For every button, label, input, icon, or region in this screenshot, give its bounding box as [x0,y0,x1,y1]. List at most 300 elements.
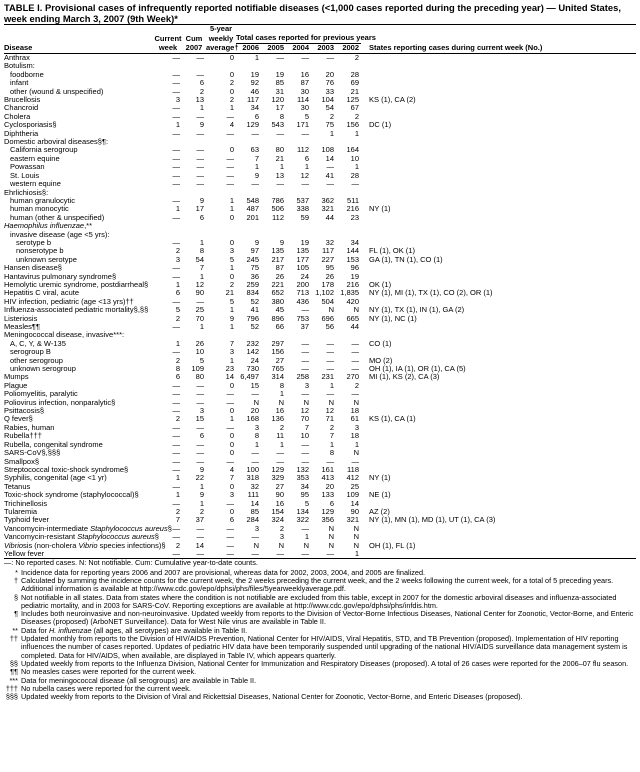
cell-avg: 1 [229,263,234,273]
year-2002-header: 2002 [336,44,361,54]
cell-y03: 44 [325,212,334,222]
states-reporting [361,163,636,171]
year-2003-header: 2003 [311,44,336,54]
cell-cum: — [196,296,204,306]
cell-y05: 27 [275,481,284,491]
cell-y06: 1 [254,162,259,172]
states-reporting [361,62,636,70]
states-reporting: OH (1), FL (1) [369,540,416,550]
cell-cum: 9 [199,120,204,130]
cell-y06: 318 [246,473,259,483]
footnote [4,635,636,660]
cell-cw: 2 [175,246,180,256]
disease-name: Typhoid fever [4,515,50,525]
cell-cum: 2 [199,506,204,516]
cell-y05: — [276,128,284,138]
cell-cum: — [196,389,204,399]
disease-name: Ehrlichiosis§: [4,187,49,197]
cell-y03: 161 [321,464,334,474]
states-reporting [361,525,636,533]
cell-avg: — [226,397,234,407]
cell-y05: 543 [271,120,284,130]
cell-y03: N [328,397,334,407]
table-row [4,500,636,508]
states-reporting [361,189,636,197]
cell-y02: — [351,355,359,365]
states-reporting [361,214,636,222]
cell-avg: — [226,498,234,508]
disease-name: Cholera [4,111,31,121]
cell-cum: — [196,162,204,172]
states-reporting [361,466,636,474]
cell-y03: 33 [325,86,334,96]
cell-y04: 200 [296,279,309,289]
cell-y03: 504 [321,296,334,306]
cell-cw: 1 [175,204,180,214]
cell-y04: 19 [300,237,309,247]
cell-y04: 322 [296,515,309,525]
table-row [4,474,636,482]
cell-y06: — [236,550,261,559]
cell-y06: 3 [254,523,259,533]
cell-y05: 1 [279,389,284,399]
disease-name: SARS-CoV§,§§§ [4,448,61,458]
cell-y05: 1 [279,439,284,449]
cell-cum: — [196,179,204,189]
cell-avg: 0 [229,86,234,96]
cell-y06: — [251,456,259,466]
cell-y04: 59 [300,212,309,222]
cell-avg: 0 [229,506,234,516]
cell-y04: — [301,439,309,449]
cell-cw: 2 [175,355,180,365]
footnote-marker: §§ [9,658,18,668]
states-reporting: OH (1), IA (1), OR (1), CA (5) [369,364,466,374]
table-row [4,113,636,121]
cell-y06: — [251,128,259,138]
cell-avg: 14 [225,372,234,382]
cell-y06: N [253,397,259,407]
cell-avg: — [226,179,234,189]
cell-y06: 730 [246,364,259,374]
cell-y05: 9 [279,237,284,247]
cell-y05 [261,222,286,230]
table-row [4,239,636,247]
disease-name: Syphilis, congenital (age <1 yr) [4,473,107,483]
table-row [4,491,636,499]
cell-y04: — [301,523,309,533]
cell-avg: 1 [229,195,234,205]
cell-cw: — [172,481,180,491]
cell-y04: — [301,456,309,466]
table-row [4,214,636,222]
disease-name: Vancomycin-intermediate Staphylococcus aureus§ [4,523,172,533]
title-line-1: TABLE I. Provisional cases of infrequently reported notifiable diseases (<1,000 cases reported during the preceding year) — United States, [4,2,621,13]
cell-y02: 18 [350,431,359,441]
cell-avg: 7 [229,338,234,348]
footnote [4,594,636,611]
table-row [4,197,636,205]
cell-avg: 1 [229,322,234,331]
cell-y02: 18 [350,406,359,416]
table-row [4,424,636,432]
cell-cw: 1 [175,120,180,130]
cell-y06: 284 [246,515,259,525]
disease-name: serogroup B [10,347,51,357]
cell-cw: 3 [175,254,180,264]
cell-y05: 135 [271,246,284,256]
cell-avg: 0 [229,431,234,441]
cell-y05: 87 [275,263,284,273]
cell-y02: 665 [346,313,359,323]
cell-y05: 8 [279,111,284,121]
cell-y06: 9 [254,237,259,247]
cell-y04: — [301,355,309,365]
cell-cum: 1 [199,237,204,247]
states-reporting [361,550,636,559]
cell-cum: 10 [195,347,204,357]
cell-y02: 23 [350,212,359,222]
cell-y05: 129 [271,464,284,474]
cell-y02: 109 [346,490,359,500]
cell-y05: 31 [275,86,284,96]
footnote [4,577,636,594]
states-reporting: NY (1) [369,204,391,214]
cell-y02: N [353,397,359,407]
cell-cw: 1 [175,490,180,500]
cell-y05: 652 [271,288,284,298]
cell-y03: — [326,364,334,374]
table-row [4,189,636,197]
cell-cum: 17 [195,204,204,214]
cell-y02: 14 [350,498,359,508]
cell-y04: 5 [304,111,309,121]
disease-name: Trichinellosis [4,498,48,508]
cell-y02: 118 [347,464,359,474]
cell-y02: N [353,540,359,550]
cell-y04: 1 [304,162,309,172]
footnote-marker: §§§ [5,692,18,702]
states-reporting [361,399,636,407]
cell-y02: 511 [347,195,359,205]
cell-avg: — [226,111,234,121]
cell-y06: 245 [246,254,259,264]
table-row [4,247,636,255]
cell-avg: — [226,128,234,138]
cell-y06: 1 [254,439,259,449]
cell-y06: 15 [250,380,259,390]
cell-y05: — [276,456,284,466]
cell-y02 [336,222,361,230]
cell-y03: 41 [325,170,334,180]
disease-name: Cyclosporiasis§ [4,120,57,130]
cell-cum: 15 [195,414,204,424]
cell-y05: 112 [272,212,284,222]
cell-y03: 32 [325,237,334,247]
cell-avg: 4 [229,464,234,474]
cell-cw: — [172,448,180,458]
cell-y05: 154 [271,506,284,516]
cell-cw: 1 [175,473,180,483]
footnote-marker: ¶ [14,609,18,619]
cell-y06: 8 [254,431,259,441]
states-header: States reporting cases during current week (No.) [361,44,636,54]
footnote-text: No rubella cases were reported for the current week. [21,683,191,693]
disease-name: invasive disease (age <5 yrs): [10,229,110,239]
cell-y02: — [351,364,359,374]
cell-y03: 117 [322,246,334,256]
cell-y04: 132 [296,464,309,474]
cell-y05: — [261,550,286,559]
cell-cw: — [172,271,180,281]
cell-y03: 133 [321,490,334,500]
cell-y06: 168 [246,414,259,424]
disease-name: human (other & unspecified) [10,212,105,222]
states-reporting [361,323,636,331]
disease-name: serotype b [16,237,52,247]
cell-y04 [286,222,311,230]
cell-y03: N [328,305,334,315]
cum-header-line1: Cum [185,33,203,43]
cell-y03: 1,102 [315,288,334,298]
disease-name: Botulism: [4,61,35,71]
cell-y03: 76 [325,78,334,88]
cell-cum: 1 [199,498,204,508]
cell-avg: 4 [229,120,234,130]
cell-y03: 696 [321,313,334,323]
cell-y06: 20 [250,406,259,416]
cell-cw: — [172,422,180,432]
cell-y02: 156 [346,120,359,130]
cell-y06: 100 [246,464,259,474]
states-reporting [361,273,636,281]
table-title [4,0,636,24]
cell-y05: 66 [275,322,284,331]
table-row [4,365,636,373]
cell-y03: — [326,456,334,466]
cell-y03: 8 [329,448,334,458]
cell-cum: — [182,550,206,559]
cell-y02: 321 [346,515,359,525]
cell-y02: 34 [350,237,359,247]
cell-cum: — [196,111,204,121]
cell-y06: 24 [250,355,259,365]
cell-y03: 104 [321,95,334,105]
disease-name: Diphtheria [4,128,39,138]
cell-avg: 3 [229,246,234,256]
cell-cw: 2 [175,414,180,424]
cell-cw: 6 [175,372,180,382]
cell-y06: 63 [250,145,259,155]
states-reporting [361,382,636,390]
table-row [4,256,636,264]
cell-y03: N [328,532,334,542]
cell-y04: N [303,540,309,550]
cell-avg: 9 [229,313,234,323]
cell-avg: 3 [229,490,234,500]
cell-cw [154,222,182,230]
cell-y04: 30 [300,103,309,113]
legend: —: No reported cases. N: Not notifiable. Cum: Cumulative year-to-date counts. [4,558,258,568]
footnote-text: Updated monthly from reports to the Division of HIV/AIDS Prevention, National Center for HIV/AIDS, Viral Hepatitis, STD, and TB Prevention (proposed). Implementation of HIV reporting influences the number of cases reported. Updates of pediatric HIV data have been temporarily suspended until upgrading of the national HIV/AIDS surveillance data management system is completed. Data for HIV/AIDS, when available, are displayed in Table IV, which appears quarterly. [21,634,628,660]
cell-avg: 0 [229,380,234,390]
cell-y04: 338 [296,204,309,214]
cell-y04: 12 [300,406,309,416]
footnote-text: Updated weekly from reports to the Influenza Division, National Center for Immunization and Respiratory Diseases (proposed). A total of 26 cases were reported for the 2006–07 flu season. [21,658,629,668]
cell-cum: 25 [195,305,204,315]
cell-cum: 3 [199,406,204,416]
states-reporting [361,146,636,154]
disease-name: Poliovirus infection, nonparalytic§ [4,397,116,407]
cell-cum: — [196,397,204,407]
cell-y04: 537 [296,195,309,205]
cell-y06: — [251,179,259,189]
disease-name: Streptococcal toxic-shock syndrome§ [4,464,129,474]
disease-table [4,24,636,559]
cell-y05: N [278,397,284,407]
cell-y02: — [351,456,359,466]
cell-y03: 14 [325,153,334,163]
cell-avg: 1 [229,355,234,365]
states-reporting [361,138,636,146]
cell-y05: — [276,179,284,189]
cell-y02: 1 [336,550,361,559]
table-row [4,121,636,129]
cell-y04: — [301,338,309,348]
cell-y02: 125 [346,95,359,105]
table-row [4,146,636,154]
states-reporting: MO (2) [369,355,393,365]
title-line-2: week ending March 3, 2007 (9th Week)* [4,13,178,24]
cell-cum: — [196,145,204,155]
cell-y05: 217 [271,254,284,264]
table-row [4,104,636,112]
table-body [4,54,636,559]
cell-cum: — [196,439,204,449]
cell-y06: 232 [246,338,259,348]
cell-y06: 3 [254,422,259,432]
cell-avg [206,222,236,230]
cell-y02: 67 [350,103,359,113]
cell-y05: 896 [271,313,284,323]
cell-y05: 19 [275,69,284,79]
disease-name: Rubella††† [4,431,42,441]
cell-avg: 2 [229,95,234,105]
disease-name: Influenza-associated pediatric mortality§,§§ [4,305,149,315]
avg-header-line1: 5-year [206,25,236,35]
cell-y03: N [328,540,334,550]
disease-name: Anthrax [4,53,30,62]
cell-y05: 17 [275,103,284,113]
cell-y03: — [311,550,336,559]
table-header [4,25,636,54]
cell-cw: — [172,53,180,62]
cell-y04: 105 [296,263,309,273]
cell-y02: 270 [346,372,359,382]
cell-cw: — [172,380,180,390]
states-reporting: KS (1), CA (1) [369,414,416,424]
cell-cum: 22 [195,473,204,483]
footnote-marker: ¶¶ [10,667,18,677]
cum-header-line2: 2007 [182,44,206,54]
cell-avg: 0 [229,448,234,458]
cell-avg: — [226,532,234,542]
cell-y06: 834 [246,288,259,298]
cell-y05: 765 [271,364,284,374]
states-reporting [361,54,636,63]
cell-cum: — [196,422,204,432]
disease-name: Chancroid [4,103,39,113]
states-reporting [361,390,636,398]
cell-y06: 85 [250,506,259,516]
cell-y02: 144 [346,246,359,256]
cell-y03: — [326,389,334,399]
cell-y03: 362 [321,195,334,205]
cell-y04: 1 [304,532,309,542]
states-reporting: NY (1), MN (1), MD (1), UT (1), CA (3) [369,515,496,525]
cell-cw: — [172,523,180,533]
cell-y02: 2 [354,111,359,121]
cell-y02: N [353,523,359,533]
states-reporting [361,79,636,87]
cell-y03: 1 [329,380,334,390]
cell-y06: 111 [247,490,259,500]
cell-y04: 70 [300,414,309,424]
cell-cum: 2 [199,86,204,96]
disease-header: Disease [4,44,154,54]
footnote-marker: ††† [5,683,18,693]
cell-y06: 19 [250,69,259,79]
states-reporting [361,441,636,449]
cell-y02: 19 [350,271,359,281]
cell-avg: 7 [229,473,234,483]
footnote-text: Calculated by summing the incidence counts for the current week, the 2 weeks preceding the current week, and the 2 weeks following the current week, for a total of 5 preceding years. Additional information is available at http://www.cdc.gov/epo/dphsi/phs/files/5yearweeklyaverage.pdf. [21,575,614,594]
cell-y03: — [326,347,334,357]
states-reporting [361,130,636,138]
disease-name: Hemolytic uremic syndrome, postdiarrheal§ [4,279,149,289]
states-reporting [361,172,636,180]
table-row [4,415,636,423]
cell-y02: 44 [350,322,359,331]
cell-cw: — [172,397,180,407]
cell-y02: 1 [354,439,359,449]
cell-y02: 10 [350,153,359,163]
footnote-marker: *** [9,675,18,685]
table-row [4,96,636,104]
cell-y04: — [286,550,311,559]
footnote-text: Updated weekly from reports to the Division of Viral and Rickettsial Diseases, National Center for Zoonotic, Vector-Borne, and Enteric Diseases (proposed). [21,692,523,702]
cell-y02: 1 [354,128,359,138]
table-row [4,155,636,163]
cell-y05: 329 [271,473,284,483]
cell-y06: 32 [250,481,259,491]
table-row [4,399,636,407]
cell-y04: — [301,364,309,374]
cell-cum: 14 [195,540,204,550]
cell-avg: 0 [229,439,234,449]
cell-y04: 258 [296,372,309,382]
avg-header-line3: average† [206,43,239,53]
cell-y05: 13 [275,170,284,180]
cell-y04: 3 [304,380,309,390]
states-reporting: MI (1), KS (2), CA (3) [369,372,440,382]
cell-y02: 420 [346,296,359,306]
cell-avg: 0 [229,145,234,155]
cell-cum: — [196,523,204,533]
cell-cw: — [172,498,180,508]
footnote-marker: † [13,575,18,585]
cell-y06: 36 [250,271,259,281]
